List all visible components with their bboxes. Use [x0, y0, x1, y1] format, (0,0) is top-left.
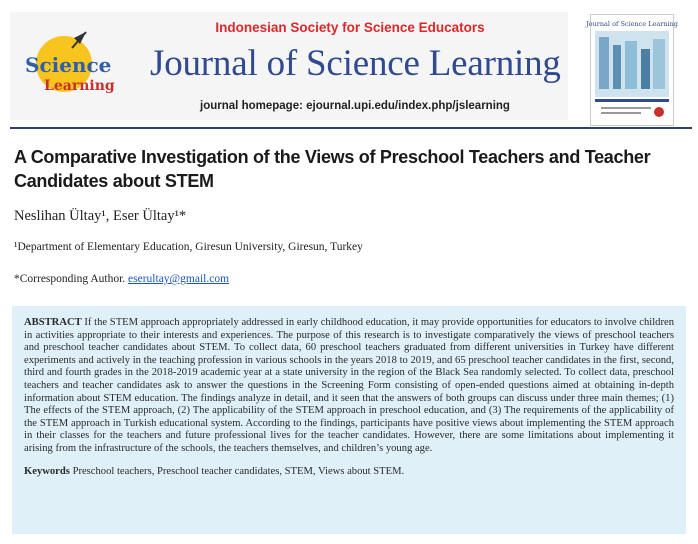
- abstract-paragraph: [24, 317, 674, 456]
- keywords-label: Keywords: [24, 465, 70, 477]
- corresponding-author: [14, 273, 229, 285]
- keywords-line: [24, 466, 674, 479]
- affiliation: ¹Department of Elementary Education, Giresun University, Giresun, Turkey: [14, 241, 363, 253]
- journal-title: Journal of Science Learning: [150, 43, 561, 84]
- cover-title: Journal of Science Learning: [586, 20, 678, 28]
- paper-title: A Comparative Investigation of the Views of Preschool Teachers and Teacher Candidates about STEM: [14, 147, 651, 191]
- abstract-box: [12, 306, 686, 534]
- corresponding-label: *Corresponding Author.: [14, 273, 126, 285]
- keywords-text: Preschool teachers, Preschool teacher candidates, STEM, Views about STEM.: [72, 465, 405, 477]
- science-learning-logo: [22, 30, 124, 108]
- cover-image: [586, 15, 678, 125]
- logo-text-science: Science: [25, 53, 112, 77]
- authors: Neslihan Ültay¹, Eser Ültay¹*: [14, 208, 187, 224]
- logo-text-learning: Learning: [44, 78, 115, 94]
- journal-cover-thumbnail: [586, 14, 678, 126]
- corresponding-email-link[interactable]: eserultay@gmail.com: [128, 273, 230, 285]
- abstract-text: If the STEM approach appropriately addressed in early childhood education, it may provide opportunities for educators to involve children in activities appropriate to their interests and experiences. The purpose of this research is to investigate comparatively the views of preschool teachers and preschool teacher candidates about STEM. To collect data, 60 preschool teachers graduated from different universities in Turkey have different experiments and actively in the teaching profession in various schools in the years 2018 to 2019, and 65 preschool teacher candidates in the first, second, third and fourth grades in the 2018-2019 academic year at a state university in the region of the Black Sea randomly selected. To collect data, preschool teachers and teacher candidates ask to answer the questions in the Screening Form consisting of open-ended questions aimed at obtaining in-depth information about STEM education. The findings analyze in detail, and it seen that the answers of both groups can discuss under three main themes; (1) The effects of the STEM approach, (2) The applicability of the STEM approach in preschool education, and (3) The requirements of the applicability of the STEM approach in Turkish educational system. According to the findings, participants have positive views about implementing the STEM approach in their classes for the teachers and future professional lives for the teacher candidates. However, there are some limitations about implementing it arising from the infrastructure of the schools, the teachers themselves, and children’s young age.: [24, 317, 674, 454]
- abstract-label: ABSTRACT: [24, 317, 82, 328]
- header-divider: [10, 127, 692, 129]
- journal-homepage[interactable]: journal homepage: ejournal.upi.edu/index.php/jslearning: [200, 100, 510, 112]
- society-name: Indonesian Society for Science Educators: [215, 20, 485, 35]
